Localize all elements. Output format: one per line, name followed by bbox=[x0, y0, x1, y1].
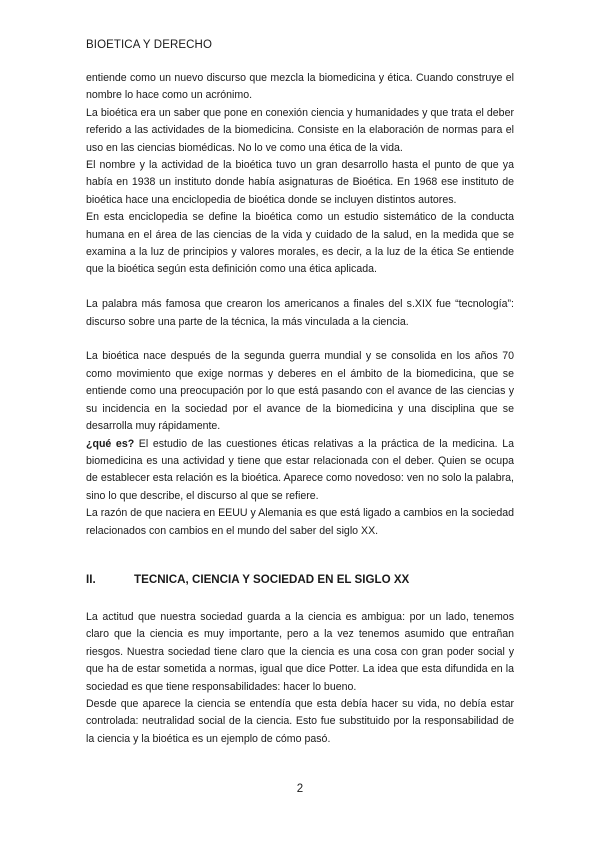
document-body bbox=[86, 70, 514, 748]
paragraph-enciclopedia: En esta enciclopedia se define la bioética como un estudio sistemático de la conducta humana en el área de las ciencias de la vida y cuidado de la salud, en la medida que se examina a la luz de principios y valores morales, es decir, a la luz de la ética Se entiende que la bioética según esta definición como una ética aplicada. bbox=[86, 211, 514, 276]
paragraph-que-es bbox=[86, 436, 514, 506]
paragraph-acronimo: entiende como un nuevo discurso que mezcla la biomedicina y ética. Cuando construye el nombre lo hace como un acrónimo. bbox=[86, 72, 514, 102]
paragraph-desarrollo: El nombre y la actividad de la bioética tuvo un gran desarrollo hasta el punto de que ya había en 1938 un instituto donde había asignaturas de Bioética. En 1968 ese instituto de bioética hace una enciclopedia de bioética donde se incluyen distintos autores. bbox=[86, 159, 514, 206]
paragraph-actitud: La actitud que nuestra sociedad guarda a la ciencia es ambigua: por un lado, tenemos claro que la ciencia es muy importante, pero a la vez tenemos asumido que entrañan riesgos. Nuestra sociedad tiene claro que la ciencia es una cosa con gran poder social y que ha de estar sometida a normas, igual que dice Potter. La idea que esta difundida en la sociedad es que tiene responsabilidades: hacer lo bueno. bbox=[86, 610, 514, 693]
paragraph-razon: La razón de que naciera en EEUU y Alemania es que está ligado a cambios en la sociedad relacionados con cambios en el mundo del saber del siglo XX. bbox=[86, 507, 514, 537]
page-number: 2 bbox=[296, 783, 304, 795]
paragraph-saber: La bioética era un saber que pone en conexión ciencia y humanidades y que trata el deber referido a las actividades de la biomedicina. Consiste en la elaboración de normas para el uso en las ciencias biomédicas. No lo ve como una ética de la vida. bbox=[86, 106, 514, 154]
paragraph-spacer bbox=[86, 279, 514, 296]
section-title: TECNICA, CIENCIA Y SOCIEDAD EN EL SIGLO XX bbox=[134, 572, 410, 586]
paragraph-posguerra: La bioética nace después de la segunda guerra mundial y se consolida en los años 70 como movimiento que exige normas y deberes en el ámbito de la biomedicina, que se entiende como una preocupación por lo que está pasando con el avance de las ciencias y su incidencia en la sociedad por el avance de la biomedicina y una disciplina que se desarrolla muy rápidamente. bbox=[86, 350, 514, 433]
paragraph-spacer bbox=[86, 331, 514, 348]
heading-spacer bbox=[86, 588, 514, 609]
que-es-text: El estudio de las cuestiones éticas relativas a la práctica de la medicina. La biomedicina es una actividad y tiene que estar relacionada con el deber. Quien se ocupa de establecer esta relación es la bioética. Aparece como novedoso: ven no solo la palabra, sino lo que describe, el discurso al que se refiere. bbox=[86, 437, 514, 502]
section-spacer bbox=[86, 540, 514, 571]
que-es-label: ¿qué es? bbox=[86, 437, 135, 450]
running-header: BIOETICA Y DERECHO bbox=[86, 39, 212, 51]
paragraph-neutralidad: Desde que aparece la ciencia se entendía que esta debía hacer su vida, no debía estar controlada: neutralidad social de la ciencia. Esto fue substituido por la responsabilidad de la ciencia y la bioética es un ejemplo de cómo pasó. bbox=[86, 697, 514, 745]
paragraph-tecnologia: La palabra más famosa que crearon los americanos a finales del s.XIX fue “tecnología”: discurso sobre una parte de la técnica, la más vinculada a la ciencia. bbox=[86, 298, 514, 328]
section-number: II. bbox=[86, 572, 96, 586]
section-heading bbox=[86, 571, 514, 588]
